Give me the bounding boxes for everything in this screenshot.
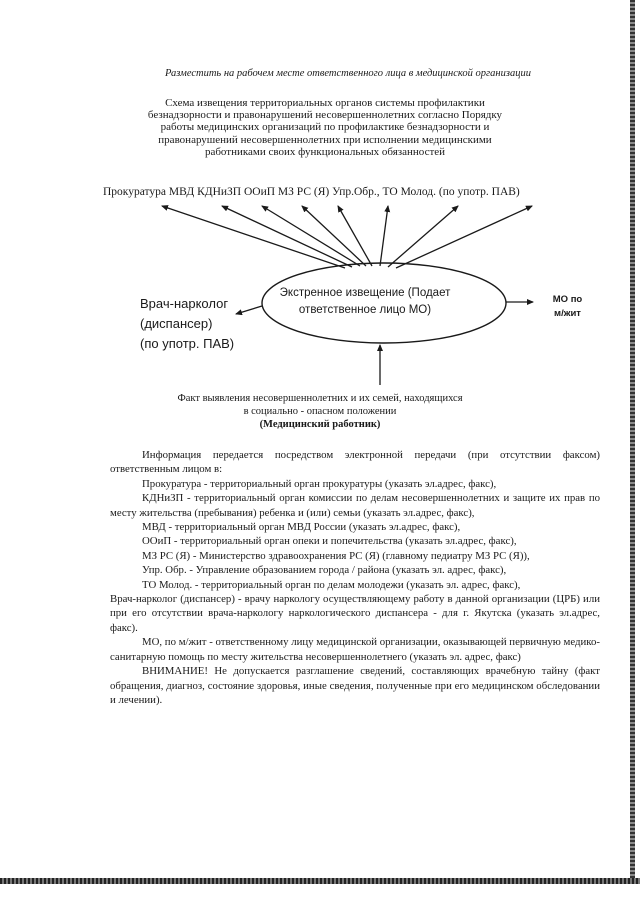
scheme-title-line: правонарушений несовершеннолетних при исполнении медицинскими	[158, 133, 492, 146]
body-paragraph: МО, по м/жит - ответственному лицу медицинской организации, оказывающей первичную медико-санитарную помощь по месту жительства несовершеннолетнего (указать эл. адрес, факс)	[110, 636, 600, 663]
body-paragraph: Информация передается посредством электронной передачи (при отсутствии факсом) ответственным лицом в:	[110, 449, 600, 476]
scheme-title-line: работы медицинских организаций по профилактике безнадзорности и	[160, 121, 490, 134]
fact-block	[130, 392, 510, 431]
scheme-title-line: безнадзорности и правонарушений несовершеннолетних согласно Порядку	[147, 109, 503, 122]
body-paragraph: Упр. Обр. - Управление образованием города / района (указать эл. адрес, факс),	[142, 564, 507, 577]
body-text	[110, 448, 600, 707]
body-paragraph: МЗ РС (Я) - Министерство здравоохранения РС (Я) (главному педиатру МЗ РС (Я)),	[142, 549, 530, 562]
fact-line: Факт выявления несовершеннолетних и их семей, находящихся	[177, 393, 463, 404]
scheme-title-line: работниками своих функциональных обязанностей	[204, 145, 446, 158]
fact-author: (Медицинский работник)	[259, 419, 381, 430]
narcologist-label: Врач-нарколог	[140, 296, 229, 311]
emergency-notice-ellipse	[262, 263, 506, 343]
scheme-title-line: Схема извещения территориальных органов системы профилактики	[165, 97, 485, 109]
arrow-upr-obr	[380, 206, 388, 266]
arrow-prokuratura	[162, 206, 345, 268]
center-box-line: ответственное лицо МО)	[298, 304, 432, 316]
narcologist-label: (диспансер)	[140, 316, 213, 331]
body-paragraph: Врач-нарколог (диспансер) - врачу наркологу осуществляющему работу в данной организации (ЦРБ) или при его отсутствии врача-наркологу наркологического диспансера - для г. Якутска (указать эл.адрес, факс).	[110, 593, 600, 634]
mo-residence-label: МО по	[552, 294, 583, 305]
body-paragraph: МВД - территориальный орган МВД России (указать эл.адрес, факс),	[142, 521, 461, 534]
body-paragraph: Прокуратура - территориальный орган прокуратуры (указать эл.адрес, факс),	[142, 477, 497, 490]
center-box-line: Экстренное извещение (Подает	[279, 287, 451, 299]
arrow-to-molod	[388, 206, 458, 267]
arrow-narcologist	[236, 306, 262, 314]
agencies-line: Прокуратура МВД КДНиЗП ООиП МЗ РС (Я) Упр.Обр., ТО Молод. (по употр. ПАВ)	[103, 186, 520, 198]
arrow-mvd	[222, 206, 352, 267]
body-paragraph: ВНИМАНИЕ! Не допускается разглашение сведений, составляющих врачебную тайну (факт обращения, диагноз, состояние здоровья, иные сведения, полученные при его медицинском обследовании и лечении).	[110, 665, 600, 706]
body-paragraph: ООиП - территориальный орган опеки и попечительства (указать эл.адрес, факс),	[142, 535, 517, 548]
mo-residence-label: м/жит	[554, 308, 581, 319]
body-paragraph: КДНиЗП - территориальный орган комиссии по делам несовершеннолетних и защите их прав по месту жительства (пребывания) ребенка и (или) семьи (указать эл.адрес, факс),	[110, 492, 600, 519]
narcologist-label: (по употр. ПАВ)	[140, 336, 235, 351]
arrow-mz	[338, 206, 372, 266]
fact-line: в социально - опасном положении	[243, 406, 397, 417]
body-paragraph: ТО Молод. - территориальный орган по делам молодежи (указать эл. адрес, факс),	[142, 578, 521, 591]
header-note: Разместить на рабочем месте ответственного лица в медицинской организации	[165, 68, 531, 79]
arrow-pav	[396, 206, 532, 268]
